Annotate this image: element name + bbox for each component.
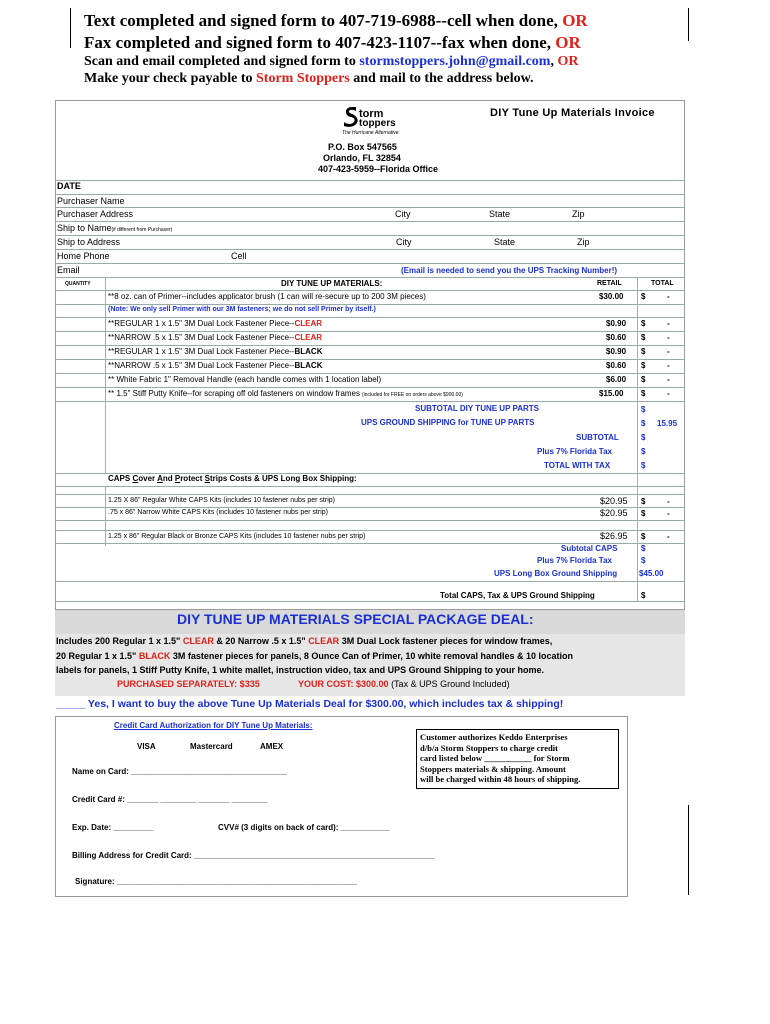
- rule: [55, 304, 685, 305]
- credit-title: Credit Card Authorization for DIY Tune Up Materials:: [114, 721, 313, 730]
- instruction-line-4: Make your check payable to: [84, 71, 253, 86]
- caps-white-regular-total: -: [667, 497, 670, 506]
- item-price: $0.60: [606, 361, 627, 370]
- item-dollar: $: [641, 361, 646, 370]
- retail-header: RETAIL: [597, 280, 622, 287]
- caps-white-regular-dollar: $: [641, 497, 646, 506]
- ups-long-box-label: UPS Long Box Ground Shipping: [494, 569, 618, 578]
- item-dollar: $: [641, 375, 646, 384]
- deal-your-cost: [298, 679, 510, 689]
- caps-white-narrow-price: $20.95: [600, 508, 628, 518]
- ship-to-address-label: Ship to Address: [57, 237, 121, 247]
- caps-tax-label: Plus 7% Florida Tax: [537, 556, 612, 565]
- deal-cost: YOUR COST: $300.00: [298, 679, 389, 689]
- ship-to-name-note: (if different from Purchaser): [111, 227, 173, 233]
- deal-l1c: & 20 Narrow .5 x 1.5": [216, 636, 306, 646]
- or-label: OR: [562, 11, 588, 30]
- item-desc-text: ** White Fabric 1" Removal Handle (each handle comes with 1 location label): [108, 375, 382, 384]
- cvv[interactable]: CVV# (3 digits on back of card): ___________: [218, 823, 390, 832]
- caps-h2: over: [138, 474, 158, 483]
- deal-line-2: [56, 651, 573, 661]
- materials-header: DIY TUNE UP MATERIALS:: [281, 279, 383, 288]
- col-line-qty: [105, 277, 106, 473]
- logo-word-top: torm: [359, 108, 384, 120]
- rule: [55, 601, 685, 602]
- total-with-tax-label: TOTAL WITH TAX: [544, 461, 611, 470]
- address-po: P.O. Box 547565: [328, 142, 397, 152]
- home-phone-label: Home Phone: [57, 251, 110, 261]
- deal-separately: PURCHASED SEPARATELY: $335: [117, 679, 260, 689]
- rule: [55, 486, 685, 487]
- rule: [55, 387, 685, 388]
- caps-h-u4: S: [204, 474, 210, 483]
- rule: [55, 180, 685, 181]
- item-total: -: [667, 389, 670, 398]
- signature[interactable]: Signature: ______________________________________________________: [75, 877, 358, 886]
- item-price: $0.90: [606, 347, 627, 356]
- caps-white-regular: 1.25 X 86" Regular White CAPS Kits (includes 10 fastener nubs per strip): [108, 497, 335, 504]
- item-price: $6.00: [606, 375, 627, 384]
- primer-note: (Note: We only sell Primer with our 3M fasteners; we do not sell Primer by itself.): [108, 306, 376, 313]
- name-on-card[interactable]: Name on Card: ___________________________________: [72, 767, 287, 776]
- card-amex[interactable]: AMEX: [260, 742, 284, 751]
- col-line-qty-caps: [105, 486, 106, 546]
- logo-word-bottom: toppers: [359, 118, 396, 129]
- margin-line-left-top: [70, 8, 71, 48]
- rule: [55, 221, 685, 222]
- fl-tax-dollar: $: [641, 447, 646, 456]
- comma: ,: [550, 54, 554, 69]
- date-label: DATE: [57, 181, 81, 191]
- rule: [55, 331, 685, 332]
- caps-subtotal-dollar: $: [641, 544, 646, 553]
- caps-h5: trips Costs & UPS Long Box Shipping:: [209, 474, 357, 483]
- ups-shipping-value: 15.95: [657, 419, 678, 428]
- zip-label: Zip: [572, 209, 585, 219]
- item-dollar: $: [641, 319, 646, 328]
- rule: [55, 235, 685, 236]
- item-description: [108, 319, 322, 328]
- item-total: -: [667, 333, 670, 342]
- invoice-title: DIY Tune Up Materials Invoice: [490, 107, 655, 119]
- city-label: City: [395, 209, 411, 219]
- purchaser-name-label: Purchaser Name: [57, 196, 125, 206]
- primer-desc: **8 oz. can of Primer--includes applicator brush (1 can will re-secure up to 200 3M pieces): [108, 292, 426, 301]
- deal-cost-note: (Tax & UPS Ground Included): [391, 679, 510, 689]
- instruction-fax: [84, 33, 581, 53]
- or-label: OR: [555, 33, 581, 52]
- primer-total: -: [667, 292, 670, 301]
- total-header: TOTAL: [651, 280, 674, 287]
- item-color: CLEAR: [294, 319, 323, 328]
- email-label: Email: [57, 265, 80, 275]
- ship-zip-label: Zip: [577, 237, 590, 247]
- rule: [55, 520, 685, 521]
- caps-h-u3: P: [174, 474, 181, 483]
- cell-label: Cell: [231, 251, 247, 261]
- email-link[interactable]: stormstoppers.john@gmail.com: [359, 54, 551, 69]
- caps-white-narrow: .75 x 86" Narrow White CAPS Kits (includes 10 fastener nubs per strip): [108, 509, 328, 516]
- subtotal-label: SUBTOTAL: [576, 433, 619, 442]
- deal-l2c: 3M fastener pieces for panels, 8 Ounce Can of Primer, 10 white removal handles & 10 location: [172, 651, 573, 661]
- caps-black-price: $26.95: [600, 531, 628, 541]
- auth-line-5: will be charged within 48 hours of shipping.: [420, 774, 581, 784]
- rule: [55, 249, 685, 250]
- caps-tax-dollar: $: [641, 556, 646, 565]
- rule: [55, 401, 685, 402]
- item-color: BLACK: [294, 361, 323, 370]
- primer-dollar: $: [641, 292, 646, 301]
- item-price: $15.00: [599, 389, 624, 398]
- rule: [55, 359, 685, 360]
- card-mastercard[interactable]: Mastercard: [190, 742, 233, 751]
- item-description: [108, 347, 322, 356]
- item-price: $0.90: [606, 319, 627, 328]
- subtotal-parts-label: SUBTOTAL DIY TUNE UP PARTS: [415, 404, 540, 413]
- rule: [55, 290, 685, 291]
- instruction-line-4b: and mail to the address below.: [353, 71, 534, 86]
- caps-header: [108, 474, 357, 483]
- auth-line-2: d/b/a Storm Stoppers to charge credit: [420, 742, 559, 753]
- ship-to-name-text: Ship to Name: [57, 223, 112, 233]
- rule: [55, 317, 685, 318]
- item-desc-text: **REGULAR 1 x 1.5" 3M Dual Lock Fastener Piece--: [108, 347, 295, 356]
- logo-tagline: The Hurricane Alternative: [342, 130, 399, 136]
- ups-long-box-value: $45.00: [639, 569, 664, 578]
- auth-line-1: Customer authorizes Keddo Enterprises: [420, 732, 568, 742]
- email-note: (Email is needed to send you the UPS Tracking Number!): [401, 266, 618, 275]
- address-city: Orlando, FL 32854: [323, 153, 401, 163]
- auth-line-3: card listed below ___________ for Storm: [420, 753, 570, 763]
- state-label: State: [489, 209, 511, 219]
- rule: [55, 207, 685, 208]
- item-total: -: [667, 361, 670, 370]
- item-description: [108, 375, 381, 384]
- caps-black-total: -: [667, 532, 670, 541]
- caps-h1: CAPS: [108, 474, 133, 483]
- rule: [55, 581, 685, 582]
- quantity-header: QUANTITY: [65, 281, 91, 287]
- total-caps-dollar: $: [641, 591, 646, 600]
- auth-line-4: Stoppers materials & shipping. Amount: [420, 763, 566, 774]
- item-color: CLEAR: [294, 333, 323, 342]
- item-desc-text: ** 1.5" Stiff Putty Knife--for scraping off old fasteners on window frames: [108, 389, 360, 398]
- billing-address[interactable]: Billing Address for Credit Card: ______________________________________________________: [72, 851, 435, 860]
- deal-yes-line[interactable]: _____ Yes, I want to buy the above Tune Up Materials Deal for $300.00, which includes tax & shipping!: [56, 698, 564, 710]
- ship-state-label: State: [494, 237, 516, 247]
- rule: [55, 507, 685, 508]
- caps-black: 1.25 x 86" Regular Black or Bronze CAPS Kits (includes 10 fastener nubs per strip): [108, 533, 366, 540]
- caps-white-narrow-dollar: $: [641, 509, 646, 518]
- caps-white-narrow-total: -: [667, 509, 670, 518]
- caps-h3: nd: [162, 474, 175, 483]
- item-color: BLACK: [294, 347, 323, 356]
- total-caps-label: Total CAPS, Tax & UPS Ground Shipping: [440, 591, 595, 600]
- caps-h-u1: C: [132, 474, 139, 483]
- instruction-text: [84, 11, 588, 31]
- item-dollar: $: [641, 347, 646, 356]
- margin-line-right-top: [688, 8, 689, 41]
- primer-price: $30.00: [599, 292, 624, 301]
- deal-title: DIY TUNE UP MATERIALS SPECIAL PACKAGE DEAL:: [177, 611, 534, 627]
- caps-subtotal-label: Subtotal CAPS: [561, 544, 618, 553]
- item-description: [108, 361, 322, 370]
- ship-city-label: City: [396, 237, 412, 247]
- rule: [55, 373, 685, 374]
- item-price: $0.60: [606, 333, 627, 342]
- item-note: (included for FREE on orders above $900.00): [362, 392, 463, 398]
- rule: [55, 263, 685, 264]
- item-dollar: $: [641, 333, 646, 342]
- exp-date[interactable]: Exp. Date: _________: [72, 823, 154, 832]
- deal-line-3: labels for panels, 1 Stiff Putty Knife, 1 white mallet, instruction video, tax and UPS Ground Shipping to your home.: [56, 665, 545, 675]
- deal-l1a: Includes 200 Regular 1 x 1.5": [56, 636, 181, 646]
- ups-shipping-dollar: $: [641, 419, 646, 428]
- item-total: -: [667, 319, 670, 328]
- or-label: OR: [557, 54, 579, 69]
- card-visa[interactable]: VISA: [137, 742, 156, 751]
- item-total: -: [667, 375, 670, 384]
- deal-black: BLACK: [138, 651, 171, 661]
- address-phone: 407-423-5959--Florida Office: [318, 164, 439, 174]
- instruction-email: [84, 54, 578, 70]
- fl-tax-label: Plus 7% Florida Tax: [537, 447, 612, 456]
- deal-clear-2: CLEAR: [308, 636, 340, 646]
- margin-line-right-bottom: [688, 805, 689, 895]
- caps-h4: rotect: [180, 474, 205, 483]
- subtotal-parts-dollar: $: [641, 405, 646, 414]
- caps-h-u2: A: [157, 474, 163, 483]
- item-desc-text: **NARROW .5 x 1.5" 3M Dual Lock Fastener Piece--: [108, 333, 295, 342]
- instruction-line-1: Text completed and signed form to 407-719-6988--cell when done,: [84, 11, 558, 30]
- rule: [55, 530, 685, 531]
- ship-to-name-label: [57, 223, 172, 233]
- deal-l1e: 3M Dual Lock fastener pieces for window frames,: [341, 636, 553, 646]
- rule: [55, 194, 685, 195]
- deal-l2a: 20 Regular 1 x 1.5": [56, 651, 137, 661]
- rule: [55, 345, 685, 346]
- instruction-line-3: Scan and email completed and signed form to: [84, 54, 356, 69]
- item-dollar: $: [641, 389, 646, 398]
- deal-clear-1: CLEAR: [182, 636, 214, 646]
- item-description: [108, 389, 463, 398]
- subtotal-dollar: $: [641, 433, 646, 442]
- instruction-check: [84, 71, 533, 87]
- purchaser-address-label: Purchaser Address: [57, 209, 134, 219]
- credit-card-number[interactable]: Credit Card #: _______ ________ _______ ________: [72, 795, 268, 804]
- company-name: Storm Stoppers: [256, 71, 350, 86]
- col-line-retail: [637, 277, 638, 601]
- item-desc-text: **REGULAR 1 x 1.5" 3M Dual Lock Fastener Piece--: [108, 319, 295, 328]
- instruction-line-2: Fax completed and signed form to 407-423-1107--fax when done,: [84, 33, 552, 52]
- ups-shipping-label: UPS GROUND SHIPPING for TUNE UP PARTS: [361, 418, 535, 427]
- total-with-tax-dollar: $: [641, 461, 646, 470]
- rule: [55, 277, 685, 278]
- storm-stoppers-logo: [342, 104, 404, 140]
- caps-black-dollar: $: [641, 532, 646, 541]
- authorization-box: [416, 729, 619, 789]
- item-description: [108, 333, 322, 342]
- deal-line-1: [56, 636, 552, 646]
- item-total: -: [667, 347, 670, 356]
- rule: [55, 494, 685, 495]
- item-desc-text: **NARROW .5 x 1.5" 3M Dual Lock Fastener Piece--: [108, 361, 295, 370]
- caps-white-regular-price: $20.95: [600, 496, 628, 506]
